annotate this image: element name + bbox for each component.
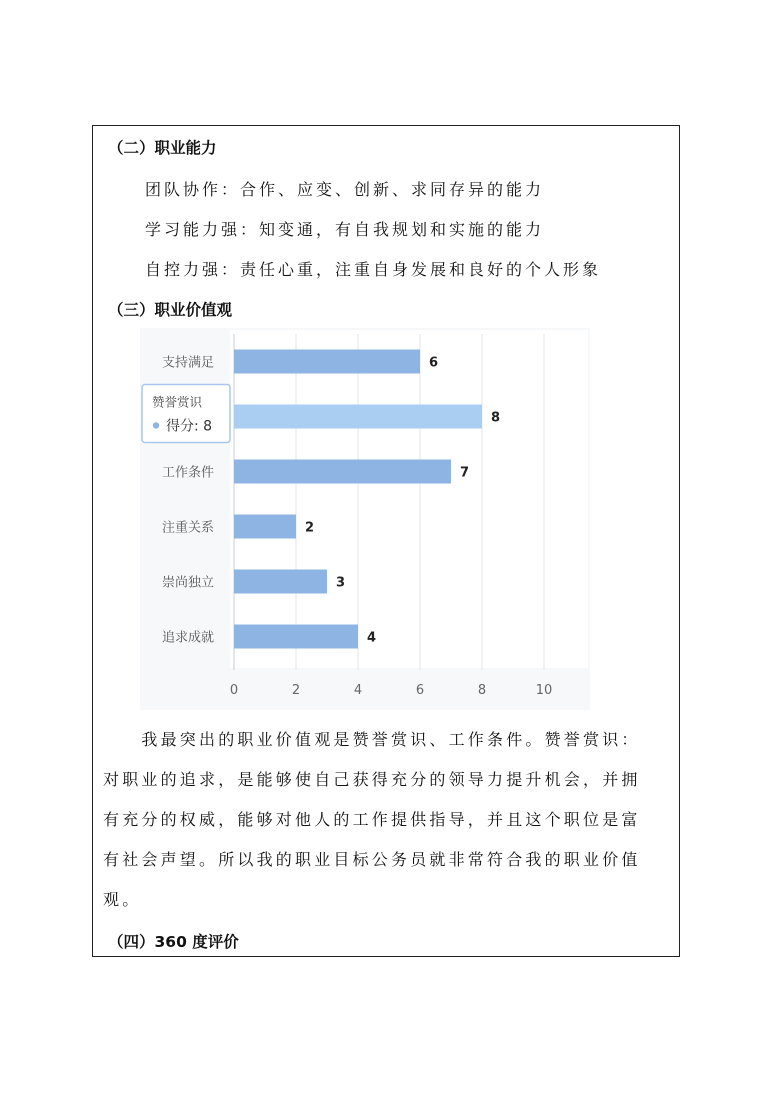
bar [234,460,451,484]
category-label: 崇尚独立 [161,575,214,591]
category-label: 工作条件 [161,465,214,481]
data-label: 3 [336,575,346,591]
bar [234,570,327,594]
data-label: 2 [305,520,315,536]
tooltip-title: 赞誉赏识 [152,394,203,410]
x-tick-label: 2 [291,683,301,698]
x-tick-label: 0 [229,683,239,698]
category-label: 支持满足 [161,355,214,371]
ability-item-learning: 学习能力强：知变通，有自我规划和实施的能力 [145,220,545,239]
data-label: 6 [429,355,439,371]
x-tick-label: 4 [353,683,363,698]
data-label: 7 [460,465,470,481]
bar [234,350,420,374]
tooltip-series-dot [153,422,159,428]
ability-item-teamwork: 团队协作：合作、应变、创新、求同存异的能力 [145,180,545,199]
paragraph-line: 观。 [103,890,142,909]
x-tick-label: 8 [477,683,487,698]
career-values-bar-chart [140,328,590,710]
section-heading-360-review: （四）360 度评价 [108,933,239,951]
category-label: 注重关系 [161,520,214,536]
paragraph-line: 对职业的追求，是能够使自己获得充分的领导力提升机会，并拥 [103,770,641,789]
paragraph-line: 有社会声望。所以我的职业目标公务员就非常符合我的职业价值 [103,850,641,869]
x-tick-label: 6 [415,683,425,698]
data-label: 4 [367,630,377,646]
category-label: 追求成就 [161,630,214,646]
section-heading-values: （三）职业价值观 [108,301,233,319]
data-label: 8 [491,410,501,426]
section-heading-abilities: （二）职业能力 [108,139,217,157]
paragraph-line: 我最突出的职业价值观是赞誉赏识、工作条件。赞誉赏识： [103,730,641,749]
bar [234,515,296,539]
x-tick-label: 10 [535,683,553,698]
plot-area [230,330,588,668]
bar [234,405,482,429]
bar [234,625,358,649]
tooltip-value: 得分: 8 [166,418,213,435]
paragraph-line: 有充分的权威，能够对他人的工作提供指导，并且这个职位是富 [103,810,641,829]
ability-item-self-control: 自控力强：责任心重，注重自身发展和良好的个人形象 [145,260,602,279]
